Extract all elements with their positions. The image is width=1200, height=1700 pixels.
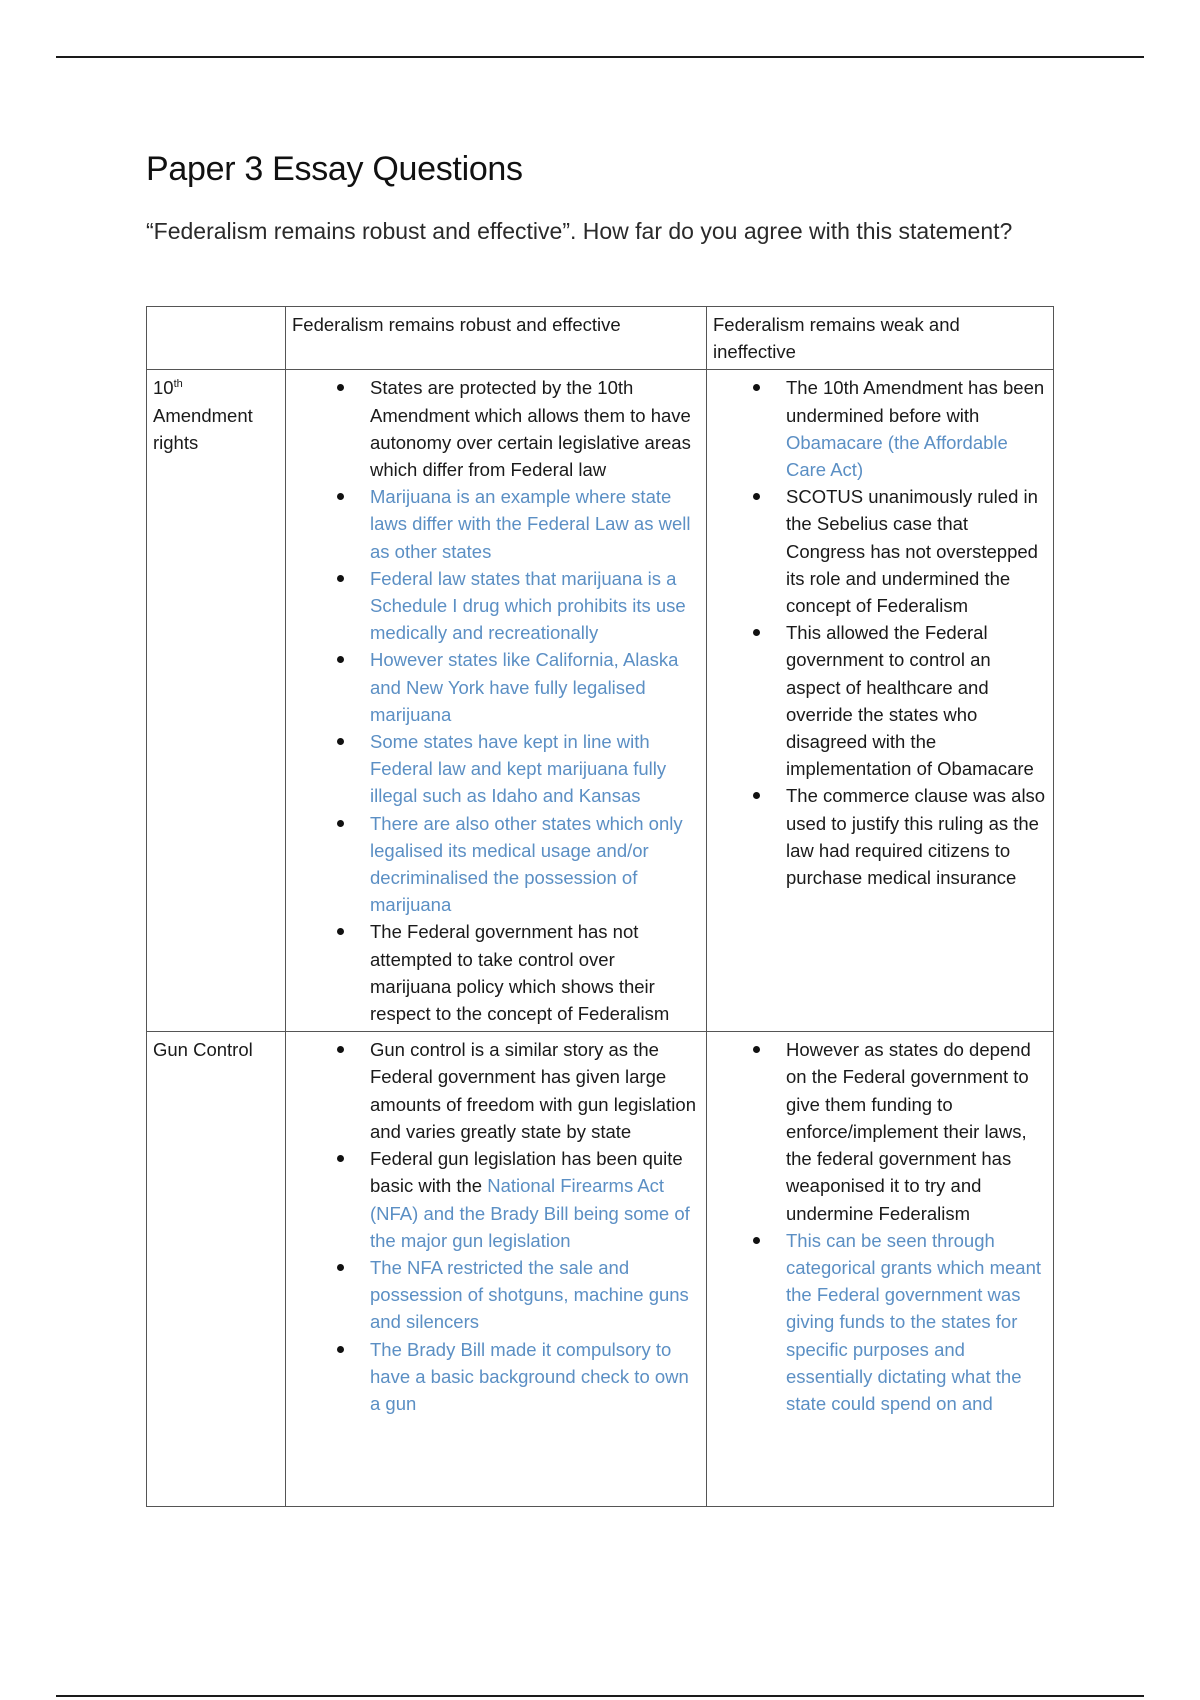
list-item	[786, 374, 1047, 483]
row-label	[147, 1032, 286, 1507]
weak-list	[713, 374, 1047, 891]
item-text: However states like California, Alaska and New York have fully legalised marijuana	[370, 649, 679, 725]
row-label-main: 10	[153, 377, 174, 399]
item-text: This can be seen through categorical grants which meant the Federal government was giving funds to the states for specific purposes and essentially dictating what the state could spend on and	[786, 1229, 1042, 1414]
header-robust: Federalism remains robust and effective	[286, 307, 707, 370]
essay-question: “Federalism remains robust and effective”. How far do you agree with this statement?	[146, 218, 1013, 244]
row-label	[147, 370, 286, 1032]
list-item	[370, 810, 700, 919]
item-text: Some states have kept in line with Federal law and kept marijuana fully illegal such as Idaho and Kansas	[370, 731, 667, 807]
list-item	[370, 1145, 700, 1254]
list-item	[370, 565, 700, 647]
item-text: Federal law states that marijuana is a Schedule I drug which prohibits its use medically and recreationally	[370, 567, 686, 644]
list-item	[786, 782, 1047, 891]
list-item	[370, 646, 700, 728]
item-text: The Brady Bill made it compulsory to have a basic background check to own a gun	[370, 1338, 689, 1414]
page-bottom-rule	[56, 1695, 1144, 1697]
header-weak: Federalism remains weak and ineffective	[707, 307, 1054, 370]
row-label-main: Gun Control	[153, 1039, 253, 1061]
item-text: However as states do depend on the Federal government to give them funding to enforce/implement their laws, the federal government has weaponised it to try and undermine Federalism	[786, 1039, 1031, 1224]
list-item	[370, 1254, 700, 1336]
item-text: Marijuana is an example where state laws differ with the Federal Law as well as other states	[370, 486, 691, 562]
list-item	[786, 1036, 1047, 1226]
table-row	[147, 370, 1054, 1032]
item-text: The 10th Amendment has been undermined before with	[786, 377, 1045, 426]
list-item	[370, 1036, 700, 1145]
weak-list	[713, 1036, 1047, 1417]
list-item	[370, 374, 700, 483]
table-header-row	[147, 307, 1054, 370]
list-item	[370, 1336, 700, 1418]
item-link-text: Obamacare (the Affordable Care Act)	[786, 431, 1008, 481]
item-text: There are also other states which only legalised its medical usage and/or decriminalised the possession of marijuana	[370, 812, 683, 916]
item-text: Federal gun legislation has been quite basic with the	[370, 1148, 683, 1197]
weak-cell	[707, 370, 1054, 1032]
weak-cell	[707, 1032, 1054, 1507]
item-text: States are protected by the 10th Amendment which allows them to have autonomy over certain legislative areas which differ from Federal law	[370, 377, 691, 481]
header-empty-cell	[147, 307, 286, 370]
item-link-text: National Firearms Act (NFA) and the Brady Bill being some of the major gun legislation	[370, 1175, 690, 1251]
essay-table	[146, 306, 1054, 1507]
robust-list	[292, 1036, 700, 1417]
robust-cell	[286, 1032, 707, 1507]
row-label-rest: Amendment rights	[153, 404, 253, 453]
item-text: The commerce clause was also used to justify this ruling as the law had required citizens to purchase medical insurance	[786, 785, 1046, 889]
robust-cell	[286, 370, 707, 1032]
list-item	[370, 918, 700, 1027]
page-top-rule	[56, 56, 1144, 58]
list-item	[786, 1227, 1047, 1417]
item-text: This allowed the Federal government to control an aspect of healthcare and override the states who disagreed with the implementation of Obamacare	[786, 622, 1034, 780]
list-item	[370, 483, 700, 565]
row-label-sup: th	[173, 378, 183, 391]
item-text: SCOTUS unanimously ruled in the Sebelius case that Congress has not overstepped its role and undermined the concept of Federalism	[786, 486, 1038, 617]
table-row	[147, 1032, 1054, 1507]
item-text: The NFA restricted the sale and possession of shotguns, machine guns and silencers	[370, 1256, 689, 1333]
item-text: Gun control is a similar story as the Federal government has given large amounts of freedom with gun legislation and varies greatly state by state	[370, 1039, 696, 1142]
list-item	[786, 619, 1047, 782]
item-text: The Federal government has not attempted to take control over marijuana policy which shows their respect to the concept of Federalism	[370, 921, 670, 1025]
robust-list	[292, 374, 700, 1027]
page-title: Paper 3 Essay Questions	[146, 150, 523, 188]
list-item	[370, 728, 700, 810]
list-item	[786, 483, 1047, 619]
